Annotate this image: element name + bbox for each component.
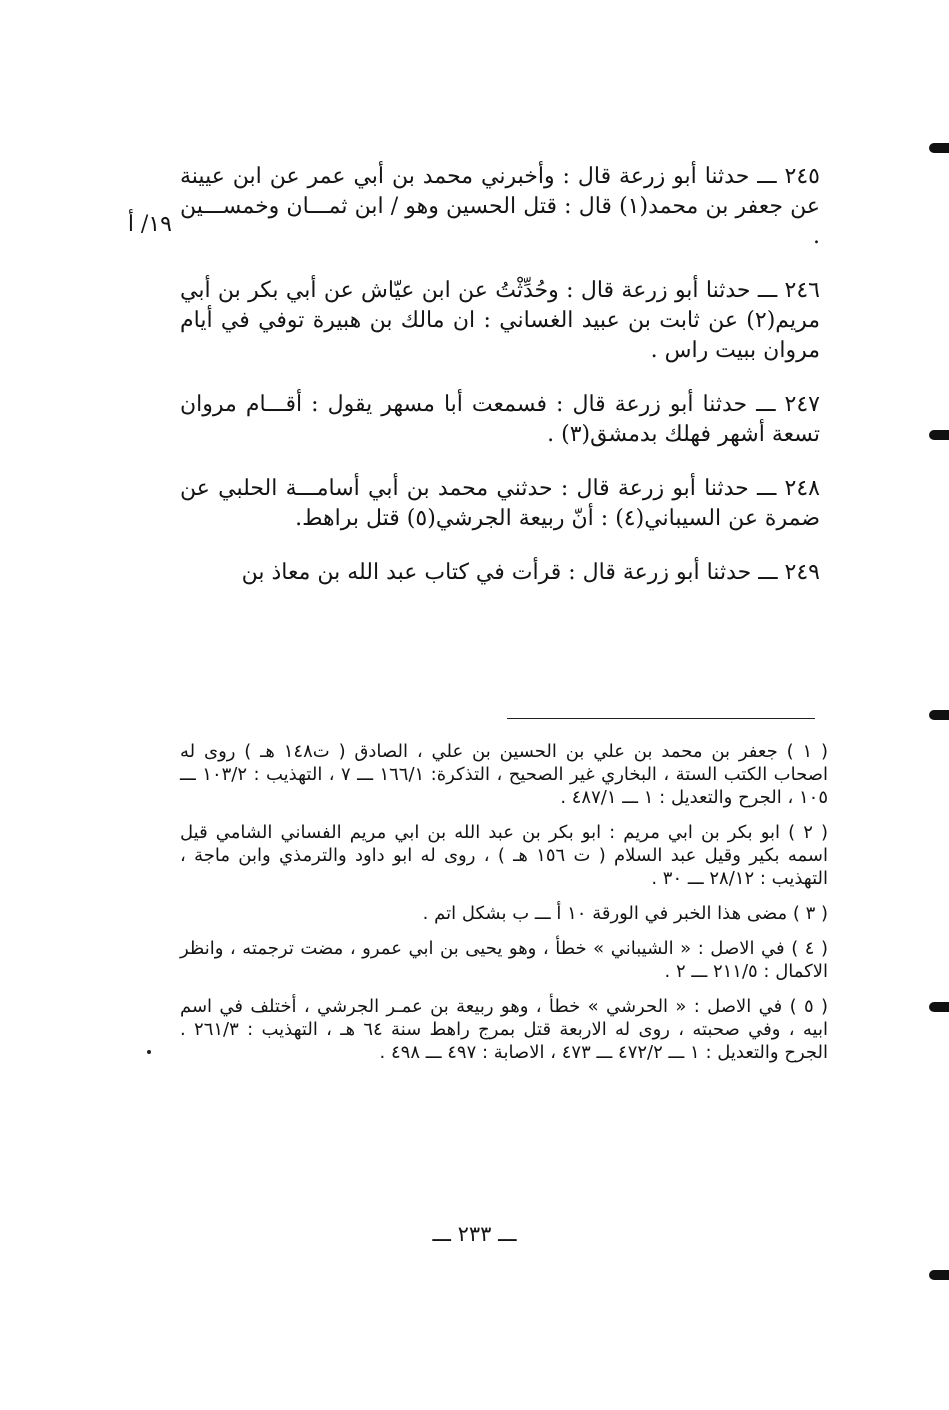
scan-edge-mark	[929, 710, 949, 720]
hadith-entries	[180, 162, 820, 612]
manuscript-folio-reference: ١٩/ أ	[127, 212, 172, 237]
footnote-1-text: جعفر بن محمد بن علي بن الحسين بن علي ، الصادق ( ت١٤٨ هـ ) روى له اصحاب الكتب الستة ، البخاري غير الصحيح ، التذكرة: ١٦٦/١ ـــ ٧ ، التهذيب : ١٠٣/٢ ـــ ١٠٥ ، الجرح والتعديل : ١ ـــ ٤٨٧/١ .	[180, 741, 829, 808]
scan-edge-mark	[929, 1002, 949, 1012]
entry-247: ٢٤٧ ـــ حدثنا أبو زرعة قال : فسمعت أبا مسهر يقول : أقـــام مروان تسعة أشهر فهلك بدمشق(٣) .	[180, 392, 820, 447]
entry-248: ٢٤٨ ـــ حدثنا أبو زرعة قال : حدثني محمد بن أبي أسامـــة الحلبي عن ضمرة عن السيباني(٤) : أنّ ربيعة الجرشي(٥) قتل براهط.	[180, 476, 820, 531]
footnote-5-text: في الاصل : « الحرشي » خطأ ، وهو ربيعة بن عمـر الجرشي ، أختلف في اسم ابيه ، وفي صحبته ، روى له الاربعة قتل بمرج راهط سنة ٦٤ هـ ، التهذيب : ٢٦١/٣ . الجرح والتعديل : ١ ـــ ٤٧٢/٢ ـــ ٤٧٣ ، الاصابة : ٤٩٧ ـــ ٤٩٨ .	[180, 996, 828, 1063]
scan-edge-mark	[929, 1270, 949, 1280]
footnote-divider	[507, 718, 815, 719]
footnote-1-mark: ( ١ )	[786, 741, 828, 762]
footnote-3	[180, 902, 828, 925]
footnote-5-mark: ( ٥ )	[789, 996, 828, 1017]
footnote-4	[180, 937, 828, 983]
footnote-5	[180, 995, 828, 1064]
footnote-2-mark: ( ٢ )	[788, 822, 828, 843]
entry-246: ٢٤٦ ـــ حدثنا أبو زرعة قال : وحُدِّثْتُ عن ابن عيّاش عن أبي بكر بن أبي مريم(٢) عن ثابت بن عبيد الغساني : ان مالك بن هبيرة توفي في أيام مروان ببيت راس .	[180, 278, 820, 363]
entry-245: ٢٤٥ ـــ حدثنا أبو زرعة قال : وأخبرني محمد بن أبي عمر عن ابن عيينة عن جعفر بن محمد(١) قال : قتل الحسين وهو / ابن ثمـــان وخمســـين .	[180, 164, 820, 249]
scan-edge-mark	[929, 430, 949, 440]
footnote-2-text: ابو بكر بن ابي مريم : ابو بكر بن عبد الله بن ابي مريم الفساني الشامي قيل اسمه بكير وقيل عبد السلام ( ت ١٥٦ هـ ) ، روى له ابو داود والترمذي وابن ماجة ، التهذيب : ٢٨/١٢ ـــ ٣٠ .	[180, 822, 828, 889]
footnotes	[180, 740, 828, 1076]
footnote-1	[180, 740, 828, 809]
page-number: ـــ ٢٣٣ ـــ	[432, 1222, 517, 1246]
footnote-3-text: مضى هذا الخبر في الورقة ١٠ أ ـــ ب بشكل اتم .	[422, 903, 788, 924]
entry-249: ٢٤٩ ـــ حدثنا أبو زرعة قال : قرأت في كتاب عبد الله بن معاذ بن	[241, 560, 820, 585]
footnote-4-text: في الاصل : « الشيباني » خطأ ، وهو يحيى بن ابي عمرو ، مضت ترجمته ، وانظر الاكمال : ٢١١/٥ ـــ ٢ .	[180, 938, 828, 982]
scan-speck	[147, 1050, 151, 1054]
scan-edge-mark	[929, 143, 949, 153]
footnote-3-mark: ( ٣ )	[792, 903, 828, 924]
footnote-4-mark: ( ٤ )	[791, 938, 828, 959]
footnote-2	[180, 821, 828, 890]
